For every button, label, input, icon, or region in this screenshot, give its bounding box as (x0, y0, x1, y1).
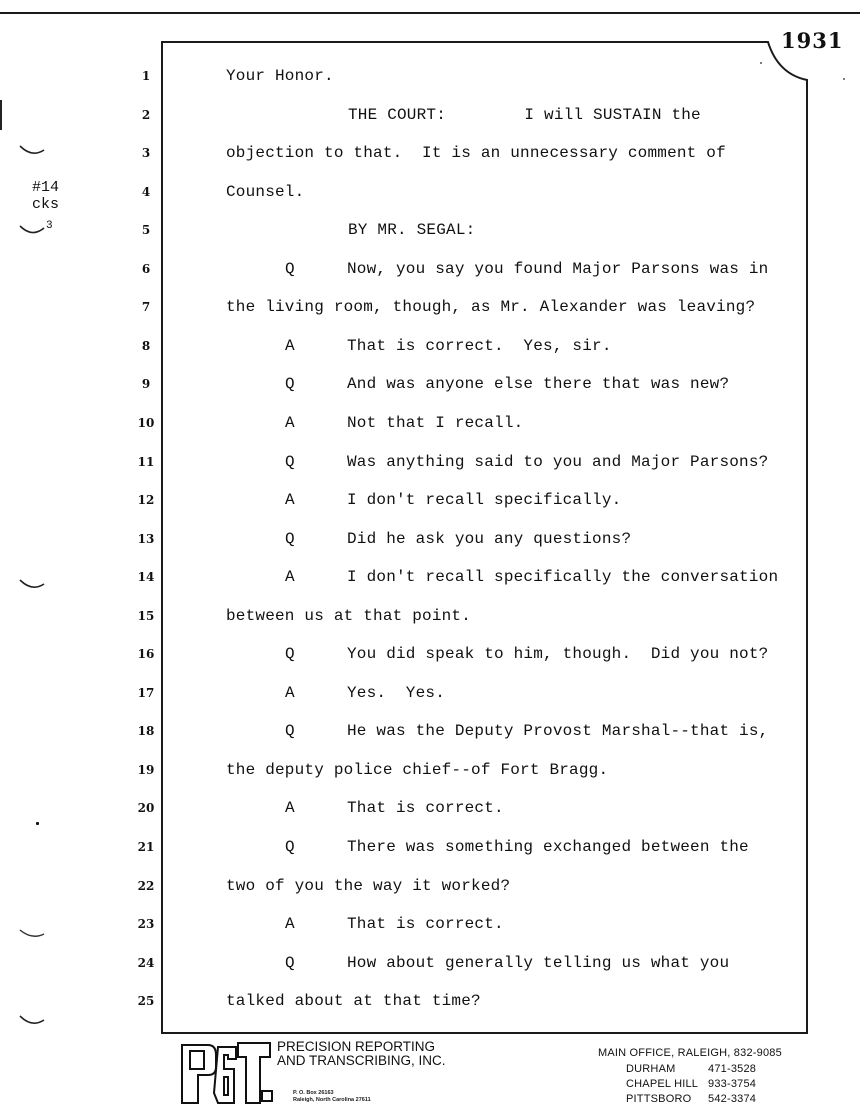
line-number: 25 (137, 994, 155, 1008)
margin-note-number: 3 (46, 220, 53, 232)
transcript-line-text: He was the Deputy Provost Marshal--that is, (347, 722, 769, 740)
transcript-line-text: Did he ask you any questions? (347, 530, 632, 548)
line-number: 12 (137, 493, 155, 507)
speaker-label: Q (285, 375, 295, 393)
speaker-label: A (285, 414, 295, 432)
transcript-line-text: the deputy police chief--of Fort Bragg. (226, 761, 609, 779)
speaker-label: A (285, 915, 295, 933)
transcript-line-text: How about generally telling us what you (347, 954, 730, 972)
line-number: 6 (141, 262, 151, 276)
line-number: 24 (137, 956, 155, 970)
transcript-line-text: objection to that. It is an unnecessary comment of (226, 144, 726, 162)
office-city: CHAPEL HILL (626, 1078, 699, 1090)
address-line2: Raleigh, North Carolina 27611 (293, 1097, 371, 1103)
line-number: 2 (141, 108, 151, 122)
line-number: 4 (141, 185, 151, 199)
speaker-label: Q (285, 722, 295, 740)
speck (760, 62, 762, 64)
line-number: 23 (137, 917, 155, 931)
main-office: MAIN OFFICE, RALEIGH, 832-9085 (598, 1047, 782, 1059)
company-name-line2: AND TRANSCRIBING, INC. (277, 1053, 446, 1068)
line-number: 9 (141, 377, 151, 391)
page-number: 1931 (781, 28, 844, 53)
transcript-line-text: That is correct. (347, 799, 504, 817)
address-line1: P. O. Box 26163 (293, 1090, 334, 1096)
transcript-line-text: Not that I recall. (347, 414, 524, 432)
transcript-line-text: talked about at that time? (226, 992, 481, 1010)
line-number: 13 (137, 532, 155, 546)
transcript-line-text: Yes. Yes. (347, 684, 446, 702)
office-phone: 471-3528 (708, 1063, 757, 1075)
speaker-label: Q (285, 453, 295, 471)
punch-hole-mark (18, 576, 48, 596)
line-number: 19 (137, 763, 155, 777)
office-phone: 933-3754 (708, 1078, 757, 1090)
speaker-label: Q (285, 260, 295, 278)
punch-hole-mark (18, 1012, 48, 1032)
line-number: 21 (137, 840, 155, 854)
transcript-line-text: There was something exchanged between the (347, 838, 749, 856)
speaker-label: Q (285, 530, 295, 548)
line-number: 17 (137, 686, 155, 700)
speaker-label: Q (285, 954, 295, 972)
line-number: 11 (137, 455, 155, 469)
company-logo (178, 1041, 273, 1107)
speck (36, 822, 39, 825)
transcript-line-text: That is correct. (347, 915, 504, 933)
punch-hole-mark (18, 220, 48, 240)
speck (843, 78, 845, 80)
transcript-line-text: Counsel. (226, 183, 305, 201)
office-city: DURHAM (626, 1063, 676, 1075)
company-name-line1: PRECISION REPORTING (277, 1039, 436, 1054)
line-number: 3 (141, 146, 151, 160)
speaker-label: A (285, 491, 295, 509)
line-number: 22 (137, 879, 155, 893)
line-number: 8 (141, 339, 151, 353)
transcript-line-text: between us at that point. (226, 607, 472, 625)
office-city: PITTSBORO (626, 1093, 692, 1105)
transcript-line-text: I don't recall specifically the conversation (347, 568, 779, 586)
line-number: 10 (137, 416, 155, 430)
company-name (277, 1040, 446, 1068)
line-number: 15 (137, 609, 155, 623)
transcript-line-text: And was anyone else there that was new? (347, 375, 730, 393)
transcript-line-text: Your Honor. (226, 67, 334, 85)
line-number: 16 (137, 647, 155, 661)
transcript-line-text: Was anything said to you and Major Parsons? (347, 453, 769, 471)
line-number: 18 (137, 724, 155, 738)
punch-hole-mark (18, 140, 48, 160)
transcript-line-text: the living room, though, as Mr. Alexander was leaving? (226, 298, 756, 316)
margin-note-exhibit: #14 (32, 179, 60, 196)
line-number: 14 (137, 570, 155, 584)
line-number: 5 (141, 223, 151, 237)
speaker-label: A (285, 337, 295, 355)
speaker-label: A (285, 568, 295, 586)
transcript-line-text: two of you the way it worked? (226, 877, 511, 895)
transcript-line-text: You did speak to him, though. Did you not? (347, 645, 769, 663)
transcript-line-text: I don't recall specifically. (347, 491, 622, 509)
line-number: 1 (141, 69, 151, 83)
punch-hole-mark (18, 926, 48, 946)
line-number: 20 (137, 801, 155, 815)
transcript-line-text: THE COURT: I will SUSTAIN the (348, 106, 701, 124)
transcript-line-text: Now, you say you found Major Parsons was in (347, 260, 769, 278)
transcript-line-text: That is correct. Yes, sir. (347, 337, 612, 355)
speaker-label: Q (285, 838, 295, 856)
office-phone: 542-3374 (708, 1093, 757, 1105)
speaker-label: A (285, 799, 295, 817)
speaker-label: Q (285, 645, 295, 663)
company-address (293, 1090, 371, 1104)
transcript-line-text: BY MR. SEGAL: (348, 221, 476, 239)
speaker-label: A (285, 684, 295, 702)
margin-note-cks: cks (32, 196, 60, 213)
line-number: 7 (141, 300, 151, 314)
